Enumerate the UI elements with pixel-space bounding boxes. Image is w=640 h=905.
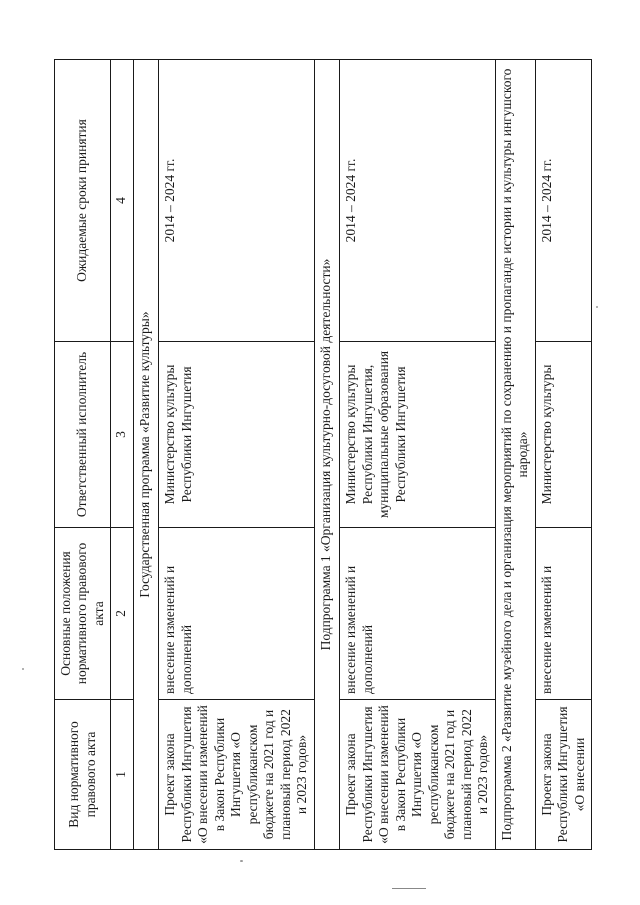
cell-provisions: внесение изменений и дополнений — [340, 528, 495, 700]
column-number: 1 — [111, 700, 134, 850]
cell-act-type: Проект закона Республики Ингушетия «О внесении изменений в Закон Республики Ингушетия «О республиканском бюджете на 2021 год и плановый период 2022 и 2023 годов» — [340, 700, 495, 850]
table-row — [535, 60, 591, 850]
section-title: Подпрограмма 2 «Развитие музейного дела и организация мероприятий по сохранению и пропаганде истории и культуры ингушского народа» — [495, 60, 535, 850]
table-row — [340, 60, 495, 850]
header-term: Ожидаемые сроки принятия — [55, 60, 111, 342]
header-act-type: Вид нормативного правового акта — [55, 700, 111, 850]
cell-executor: Министерство культуры Республики Ингушетия — [159, 342, 315, 528]
section-title: Государственная программа «Развитие культуры» — [134, 60, 159, 850]
section-title: Подпрограмма 1 «Организация культурно-досуговой деятельности» — [315, 60, 340, 850]
scan-speck — [22, 668, 24, 670]
cell-term: 2014 – 2024 гг. — [535, 60, 591, 342]
header-provisions: Основные положения нормативного правового акта — [55, 528, 111, 700]
scan-mark — [392, 888, 426, 889]
column-number: 3 — [111, 342, 134, 528]
header-row — [55, 60, 111, 850]
cell-provisions: внесение изменений и — [535, 528, 591, 700]
cell-provisions: внесение изменений и дополнений — [159, 528, 315, 700]
cell-term: 2014 – 2024 гг. — [159, 60, 315, 342]
column-number: 4 — [111, 60, 134, 342]
header-executor: Ответственный исполнитель — [55, 342, 111, 528]
cell-act-type: Проект закона Республики Ингушетия «О внесении — [535, 700, 591, 850]
section-heading-row — [134, 60, 159, 850]
scan-speck — [240, 860, 243, 862]
cell-term: 2014 – 2024 гг. — [340, 60, 495, 342]
table-row — [159, 60, 315, 850]
cell-act-type: Проект закона Республики Ингушетия «О внесении изменений в Закон Республики Ингушетия «О республиканском бюджете на 2021 год и плановый период 2022 и 2023 годов» — [159, 700, 315, 850]
cell-executor: Министерство культуры Республики Ингушетия, муниципальные образования Республики Ингушетия — [340, 342, 495, 528]
cell-executor: Министерство культуры — [535, 342, 591, 528]
section-heading-row — [495, 60, 535, 850]
regulatory-acts-table — [54, 59, 592, 850]
section-heading-row — [315, 60, 340, 850]
scan-speck — [596, 306, 598, 308]
column-number-row — [111, 60, 134, 850]
regulatory-acts-table-container — [54, 60, 594, 850]
column-number: 2 — [111, 528, 134, 700]
